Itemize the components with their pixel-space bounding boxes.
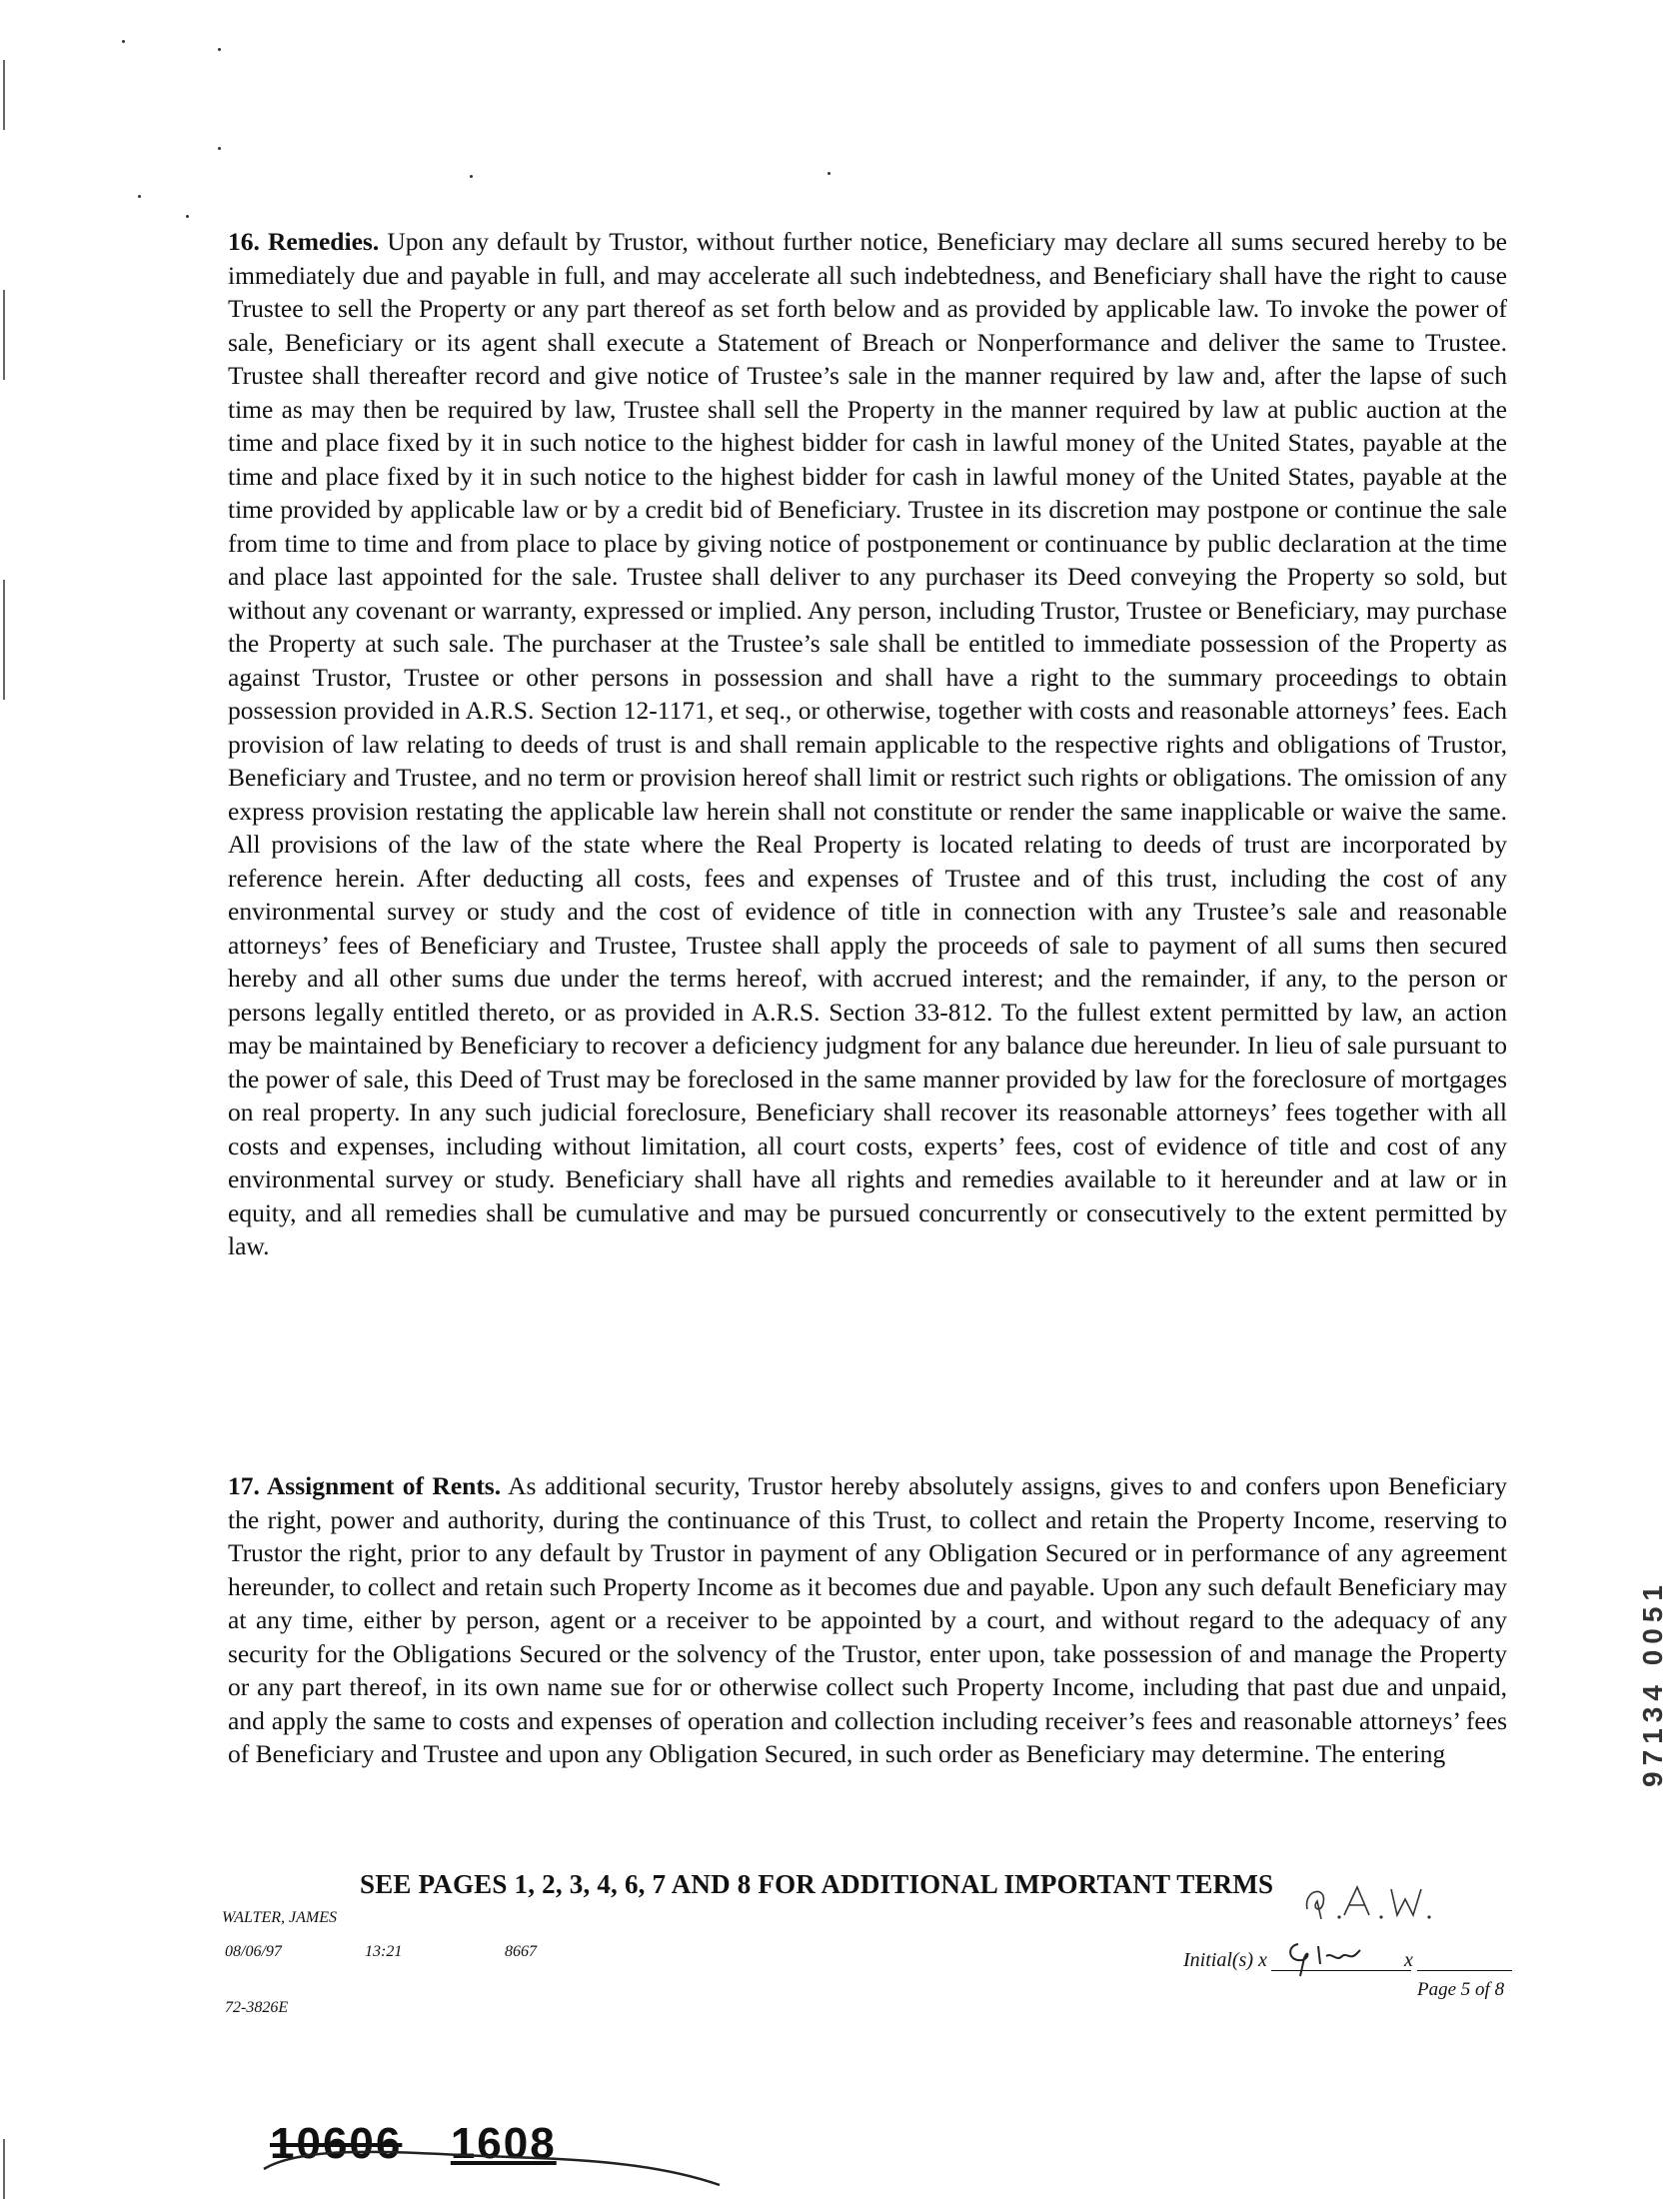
stamp-old-number: 10606 [270, 2119, 403, 2168]
additional-terms-notice: SEE PAGES 1, 2, 3, 4, 6, 7 AND 8 FOR ADDITIONAL IMPORTANT TERMS [360, 1869, 1274, 1899]
initials-signature [1284, 1934, 1404, 1978]
scan-speck [828, 172, 831, 175]
document-code: 8667 [505, 1943, 537, 1960]
borrower-name: WALTER, JAMES [222, 1909, 337, 1926]
paragraph-17-number: 17. Assignment of Rents. [228, 1471, 502, 1500]
scan-speck [138, 195, 141, 198]
scan-speck [218, 147, 221, 150]
initials-line-2 [1417, 1970, 1512, 1971]
paragraph-16 [228, 225, 1507, 1263]
margin-mark [3, 290, 5, 380]
form-id: 72-3826E [225, 1999, 289, 2016]
margin-mark [3, 60, 5, 130]
scan-speck [122, 40, 125, 43]
paragraph-17 [228, 1469, 1507, 1771]
page-number: Page 5 of 8 [1417, 1979, 1505, 2000]
handwritten-initials [1299, 1879, 1439, 1929]
margin-mark [3, 580, 5, 700]
document-date: 08/06/97 [225, 1943, 282, 1960]
initials-label: Initial(s) x [1183, 1949, 1267, 1971]
stamp-new-number: 1608 [450, 2119, 557, 2168]
stamp-strike-curve [260, 2129, 740, 2189]
paragraph-16-number: 16. Remedies. [228, 227, 380, 256]
scan-speck [470, 175, 473, 178]
document-time: 13:21 [365, 1943, 403, 1960]
paragraph-16-text: Upon any default by Trustor, without further notice, Beneficiary may declare all sums secured hereby to be immediately due and payable in full, and may accelerate all such indebtedness, and Beneficiary shall have the right to cause Trustee to sell the Property or any part thereof as set forth below and as provided by applicable law. To invoke the power of sale, Beneficiary or its agent shall execute a Statement of Breach or Nonperformance and deliver the same to Trustee. Trustee shall thereafter record and give notice of Trustee’s sale in the manner required by law and, after the lapse of such time as may then be required by law, Trustee shall sell the Property in the manner required by law at public auction at the time and place fixed by it in such notice to the highest bidder for cash in lawful money of the United States, payable at the time and place fixed by it in such notice to the highest bidder for cash in lawful money of the United States, payable at the time provided by applicable law or by a credit bid of Beneficiary. Trustee in its discretion may postpone or continue the sale from time to time and from place to place by giving notice of postponement or continuance by public declaration at the time and place last appointed for the sale. Trustee shall deliver to any purchaser its Deed conveying the Property so sold, but without any covenant or warranty, expressed or implied. Any person, including Trustor, Trustee or Beneficiary, may purchase the Property at such sale. The purchaser at the Trustee’s sale shall be entitled to immediate possession of the Property as against Trustor, Trustee or other persons in possession and shall have a right to the summary proceedings to obtain possession provided in A.R.S. Section 12-1171, et seq., or otherwise, together with costs and reasonable attorneys’ fees. Each provision of law relating to deeds of trust is and shall remain applicable to the respective rights and obligations of Trustor, Beneficiary and Trustee, and no term or provision hereof shall limit or restrict such rights or obligations. The omission of any express provision restating the applicable law herein shall not constitute or render the same inapplicable or waive the same. All provisions of the law of the state where the Real Property is located relating to deeds of trust are incorporated by reference herein. After deducting all costs, fees and expenses of Trustee and of this trust, including the cost of any environmental survey or study and the cost of evidence of title in connection with any Trustee’s sale and reasonable attorneys’ fees of Beneficiary and Trustee, Trustee shall apply the proceeds of sale to payment of all sums then secured hereby and all other sums due under the terms hereof, with accrued interest; and the remainder, if any, to the person or persons legally entitled thereto, or as provided in A.R.S. Section 33-812. To the fullest extent permitted by law, an action may be maintained by Beneficiary to recover a deficiency judgment for any balance due hereunder. In lieu of sale pursuant to the power of sale, this Deed of Trust may be foreclosed in the same manner provided by law for the foreclosure of mortgages on real property. In any such judicial foreclosure, Beneficiary shall recover its reasonable attorneys’ fees together with all costs and expenses, including without limitation, all court costs, experts’ fees, cost of evidence of title and cost of any environmental survey or study. Beneficiary shall have all rights and remedies available to it hereunder and at law or in equity, and all remedies shall be cumulative and may be pursued concurrently or consecutively to the extent permitted by law. [228, 227, 1507, 1260]
margin-mark [3, 2139, 5, 2199]
scan-speck [218, 48, 221, 51]
side-recording-mark: 97134 0051 [1637, 1579, 1668, 1787]
scan-speck [186, 215, 189, 218]
initials-x2: x [1404, 1949, 1413, 1971]
paragraph-17-text: As additional security, Trustor hereby absolutely assigns, gives to and confers upon Beneficiary the right, power and authority, during the continuance of this Trust, to collect and retain the Property Income, reserving to Trustor the right, prior to any default by Trustor in payment of any Obligation Secured or in performance of any agreement hereunder, to collect and retain such Property Income as it becomes due and payable. Upon any such default Beneficiary may at any time, either by person, agent or a receiver to be appointed by a court, and without regard to the adequacy of any security for the Obligations Secured or the solvency of the Trustor, enter upon, take possession of and manage the Property or any part thereof, in its own name sue for or otherwise collect such Property Income, including that past due and unpaid, and apply the same to costs and expenses of operation and collection including receiver’s fees and reasonable attorneys’ fees of Beneficiary and Trustee and upon any Obligation Secured, in such order as Beneficiary may determine. The entering [228, 1471, 1507, 1768]
